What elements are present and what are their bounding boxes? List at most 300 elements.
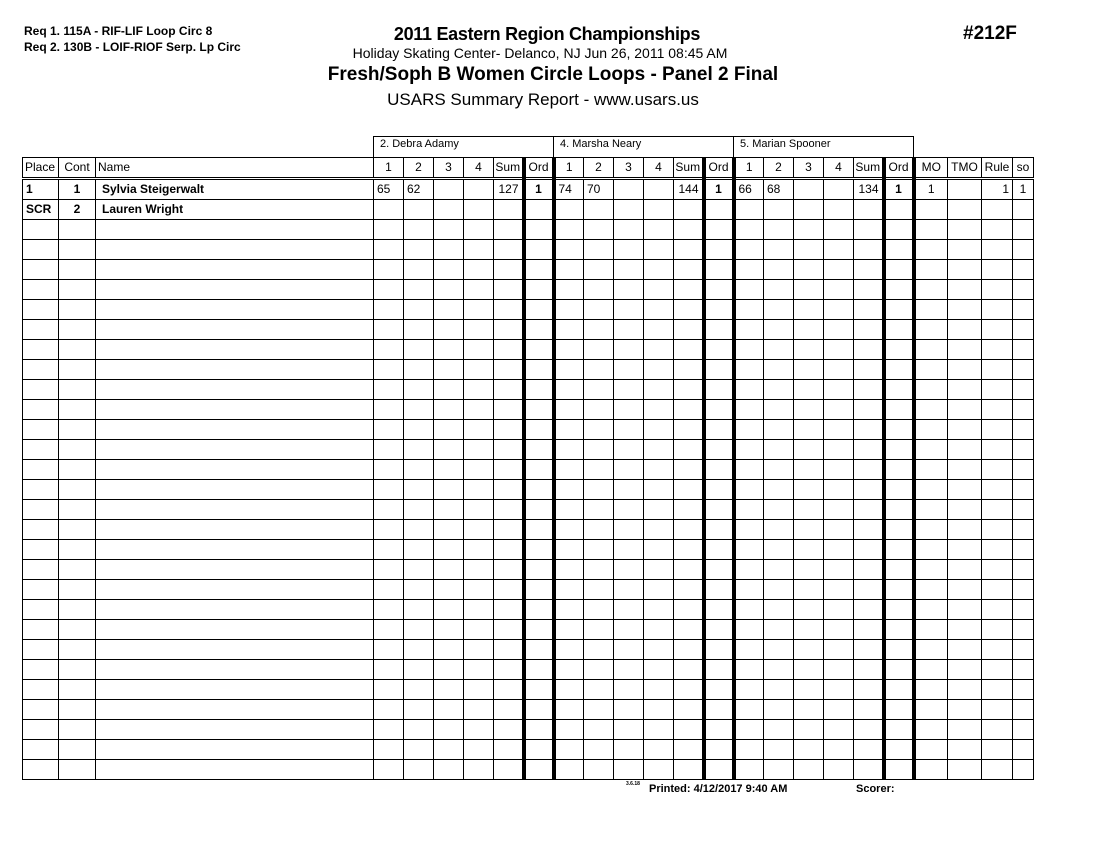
rule-cell [982,240,1013,260]
j2-score-cell-5 [674,500,704,520]
j2-score-cell-4 [644,320,674,340]
so-cell [1013,680,1034,700]
mo-cell [914,680,948,700]
j2-score-cell-4 [644,480,674,500]
place-cell [23,460,59,480]
j2-score-cell-3 [614,560,644,580]
j1-score-cell-2 [404,480,434,500]
j2-score-cell-4 [644,640,674,660]
j3-score-cell-5 [854,440,884,460]
cont-cell [59,260,96,280]
name-cell [96,720,374,740]
so-cell [1013,360,1034,380]
j2-score-cell-6: 1 [704,179,734,200]
j1-score-cell-5 [494,240,524,260]
j3-score-cell-3 [794,680,824,700]
name-cell [96,340,374,360]
j1-score-cell-4 [464,640,494,660]
col-j1-3: 3 [434,158,464,179]
j3-score-cell-2 [764,340,794,360]
j2-score-cell-4 [644,260,674,280]
j1-score-cell-2 [404,620,434,640]
cont-cell [59,620,96,640]
j2-score-cell-5 [674,220,704,240]
j2-score-cell-3 [614,400,644,420]
mo-cell [914,420,948,440]
j1-score-cell-1 [374,260,404,280]
j2-score-cell-3 [614,320,644,340]
name-cell [96,600,374,620]
j3-score-cell-4 [824,580,854,600]
so-cell [1013,640,1034,660]
col-j1-4: 4 [464,158,494,179]
j3-score-cell-6 [884,340,914,360]
j3-score-cell-2 [764,680,794,700]
j1-score-cell-4 [464,440,494,460]
j3-score-cell-1 [734,460,764,480]
j1-score-cell-5 [494,400,524,420]
j2-score-cell-6 [704,480,734,500]
j2-score-cell-4 [644,380,674,400]
j1-score-cell-3 [434,300,464,320]
j1-score-cell-4 [464,380,494,400]
j2-score-cell-4 [644,540,674,560]
j1-score-cell-4 [464,760,494,780]
j2-score-cell-5 [674,300,704,320]
j2-score-cell-5 [674,580,704,600]
j1-score-cell-1 [374,740,404,760]
j1-score-cell-1 [374,720,404,740]
j2-score-cell-2 [584,200,614,220]
j2-score-cell-1 [554,480,584,500]
tmo-cell [948,340,982,360]
j3-score-cell-1 [734,700,764,720]
j1-score-cell-6 [524,200,554,220]
j3-score-cell-1 [734,200,764,220]
j2-score-cell-5 [674,660,704,680]
col-j2-ord: Ord [704,158,734,179]
j1-score-cell-6 [524,260,554,280]
j2-score-cell-3 [614,360,644,380]
j2-score-cell-6 [704,240,734,260]
j2-score-cell-6 [704,720,734,740]
mo-cell [914,260,948,280]
j1-score-cell-6 [524,760,554,780]
j1-score-cell-2 [404,240,434,260]
j2-score-cell-4 [644,300,674,320]
j3-score-cell-6 [884,760,914,780]
j1-score-cell-2 [404,500,434,520]
j2-score-cell-1: 74 [554,179,584,200]
j3-score-cell-6 [884,620,914,640]
j2-score-cell-1 [554,760,584,780]
name-cell [96,380,374,400]
j2-score-cell-3 [614,300,644,320]
j1-score-cell-5 [494,420,524,440]
j3-score-cell-4 [824,380,854,400]
j1-score-cell-6 [524,740,554,760]
rule-cell [982,620,1013,640]
j1-score-cell-2: 62 [404,179,434,200]
j3-score-cell-2 [764,640,794,660]
j1-score-cell-1 [374,700,404,720]
j3-score-cell-4 [824,660,854,680]
j2-score-cell-4 [644,200,674,220]
place-cell [23,260,59,280]
mo-cell [914,740,948,760]
j1-score-cell-1 [374,600,404,620]
j2-score-cell-1 [554,500,584,520]
tmo-cell [948,320,982,340]
j2-score-cell-4 [644,420,674,440]
tmo-cell [948,580,982,600]
rule-cell [982,400,1013,420]
j2-score-cell-2 [584,620,614,640]
j2-score-cell-1 [554,660,584,680]
j1-score-cell-4 [464,300,494,320]
j2-score-cell-2 [584,600,614,620]
name-cell [96,660,374,680]
j3-score-cell-6 [884,460,914,480]
j2-score-cell-1 [554,420,584,440]
j1-score-cell-4 [464,240,494,260]
col-j2-2: 2 [584,158,614,179]
j2-score-cell-4 [644,460,674,480]
j3-score-cell-2 [764,480,794,500]
col-j1-2: 2 [404,158,434,179]
j1-score-cell-5 [494,660,524,680]
rule-cell [982,640,1013,660]
j2-score-cell-2 [584,280,614,300]
cont-cell: 1 [59,179,96,200]
j2-score-cell-2 [584,460,614,480]
j2-score-cell-4 [644,220,674,240]
rule-cell [982,480,1013,500]
j3-score-cell-3 [794,440,824,460]
rule-cell [982,720,1013,740]
j3-score-cell-4 [824,280,854,300]
j2-score-cell-5 [674,240,704,260]
j2-score-cell-6 [704,600,734,620]
mo-cell [914,660,948,680]
j1-score-cell-3 [434,179,464,200]
mo-cell [914,540,948,560]
j2-score-cell-5 [674,400,704,420]
cont-cell [59,520,96,540]
j1-score-cell-6 [524,540,554,560]
j2-score-cell-3 [614,340,644,360]
j1-score-cell-6 [524,300,554,320]
j2-score-cell-2 [584,640,614,660]
cont-cell [59,360,96,380]
so-cell [1013,660,1034,680]
j3-score-cell-2 [764,300,794,320]
j1-score-cell-2 [404,520,434,540]
mo-cell [914,620,948,640]
j3-score-cell-3 [794,580,824,600]
name-cell [96,640,374,660]
name-cell: Sylvia Steigerwalt [96,179,374,200]
table-row [23,340,1034,360]
name-cell [96,760,374,780]
j1-score-cell-3 [434,260,464,280]
place-cell [23,760,59,780]
j1-score-cell-6 [524,720,554,740]
j2-score-cell-6 [704,440,734,460]
so-cell [1013,620,1034,640]
j1-score-cell-1 [374,520,404,540]
j2-score-cell-5 [674,700,704,720]
j2-score-cell-2 [584,560,614,580]
table-row [23,460,1034,480]
j2-score-cell-1 [554,680,584,700]
j2-score-cell-1 [554,740,584,760]
j2-score-cell-2 [584,420,614,440]
j1-score-cell-2 [404,380,434,400]
j2-score-cell-6 [704,340,734,360]
j3-score-cell-2 [764,720,794,740]
j2-score-cell-4 [644,340,674,360]
j3-score-cell-3 [794,320,824,340]
j3-score-cell-5 [854,220,884,240]
j3-score-cell-4 [824,420,854,440]
j3-score-cell-3 [794,280,824,300]
j1-score-cell-6 [524,320,554,340]
j1-score-cell-1 [374,500,404,520]
j1-score-cell-4 [464,360,494,380]
j3-score-cell-6 [884,740,914,760]
j1-score-cell-6 [524,240,554,260]
rule-cell [982,760,1013,780]
j2-score-cell-4 [644,760,674,780]
j3-score-cell-1 [734,680,764,700]
j2-score-cell-4 [644,240,674,260]
mo-cell [914,440,948,460]
j3-score-cell-6 [884,600,914,620]
so-cell [1013,340,1034,360]
col-rule: Rule [982,158,1013,179]
so-cell: 1 [1013,179,1034,200]
j3-score-cell-5 [854,740,884,760]
mo-cell [914,700,948,720]
j3-score-cell-4 [824,440,854,460]
j1-score-cell-2 [404,580,434,600]
j3-score-cell-2 [764,500,794,520]
j2-score-cell-2 [584,660,614,680]
mo-cell [914,380,948,400]
j3-score-cell-3 [794,240,824,260]
j2-score-cell-3 [614,380,644,400]
event-title: Fresh/Soph B Women Circle Loops - Panel 2 Final [327,64,779,85]
j3-score-cell-2 [764,440,794,460]
j3-score-cell-2 [764,600,794,620]
mo-cell [914,320,948,340]
cont-cell [59,500,96,520]
name-cell [96,320,374,340]
name-cell [96,500,374,520]
mo-cell [914,560,948,580]
j3-score-cell-2 [764,200,794,220]
name-cell: Lauren Wright [96,200,374,220]
table-row [23,480,1034,500]
j3-score-cell-5 [854,260,884,280]
j2-score-cell-3 [614,240,644,260]
j2-score-cell-6 [704,560,734,580]
j3-score-cell-5 [854,400,884,420]
j3-score-cell-3 [794,460,824,480]
j1-score-cell-4 [464,720,494,740]
j3-score-cell-4 [824,300,854,320]
j3-score-cell-5 [854,580,884,600]
j2-score-cell-1 [554,260,584,280]
rule-cell [982,420,1013,440]
col-j1-sum: Sum [494,158,524,179]
j1-score-cell-1 [374,340,404,360]
col-j3-3: 3 [794,158,824,179]
j1-score-cell-5 [494,720,524,740]
j2-score-cell-5 [674,280,704,300]
j2-score-cell-2 [584,580,614,600]
col-j3-ord: Ord [884,158,914,179]
name-cell [96,560,374,580]
j3-score-cell-2 [764,260,794,280]
cont-cell [59,700,96,720]
j1-score-cell-3 [434,200,464,220]
j3-score-cell-5 [854,320,884,340]
j3-score-cell-2 [764,320,794,340]
j1-score-cell-6 [524,440,554,460]
j3-score-cell-1 [734,500,764,520]
j2-score-cell-4 [644,500,674,520]
cont-cell [59,480,96,500]
scorer-label: Scorer: [856,783,895,795]
j2-score-cell-4 [644,660,674,680]
j1-score-cell-4 [464,320,494,340]
j3-score-cell-2 [764,660,794,680]
j2-score-cell-2 [584,440,614,460]
j2-score-cell-6 [704,700,734,720]
cont-cell [59,680,96,700]
j1-score-cell-5 [494,200,524,220]
cont-cell [59,380,96,400]
j3-score-cell-3 [794,760,824,780]
j1-score-cell-6 [524,640,554,660]
j2-score-cell-4 [644,560,674,580]
j3-score-cell-4 [824,179,854,200]
j1-score-cell-6 [524,400,554,420]
cont-cell [59,460,96,480]
place-cell [23,440,59,460]
j1-score-cell-6 [524,280,554,300]
j1-score-cell-6 [524,420,554,440]
j3-score-cell-3 [794,179,824,200]
j1-score-cell-1 [374,300,404,320]
j3-score-cell-6 [884,240,914,260]
j3-score-cell-3 [794,740,824,760]
j2-score-cell-6 [704,640,734,660]
j2-score-cell-6 [704,420,734,440]
name-cell [96,360,374,380]
j1-score-cell-5 [494,740,524,760]
j1-score-cell-2 [404,740,434,760]
j1-score-cell-2 [404,420,434,440]
table-row [23,600,1034,620]
j1-score-cell-3 [434,420,464,440]
j2-score-cell-5 [674,200,704,220]
j2-score-cell-1 [554,360,584,380]
j1-score-cell-5 [494,580,524,600]
col-j2-sum: Sum [674,158,704,179]
name-cell [96,520,374,540]
j1-score-cell-2 [404,460,434,480]
j1-score-cell-1 [374,440,404,460]
j3-score-cell-3 [794,340,824,360]
j1-score-cell-2 [404,400,434,420]
j1-score-cell-6 [524,460,554,480]
mo-cell [914,340,948,360]
mo-cell [914,580,948,600]
j1-score-cell-6 [524,580,554,600]
j2-score-cell-2 [584,380,614,400]
j1-score-cell-2 [404,280,434,300]
j2-score-cell-5 [674,380,704,400]
j3-score-cell-5 [854,540,884,560]
cont-cell [59,240,96,260]
j3-score-cell-5 [854,620,884,640]
j1-score-cell-5 [494,560,524,580]
table-row [23,320,1034,340]
place-cell [23,680,59,700]
j3-score-cell-3 [794,260,824,280]
j3-score-cell-1 [734,320,764,340]
j3-score-cell-1 [734,560,764,580]
j1-score-cell-3 [434,580,464,600]
cont-cell [59,640,96,660]
j1-score-cell-3 [434,720,464,740]
j2-score-cell-4 [644,440,674,460]
j2-score-cell-1 [554,560,584,580]
cont-cell [59,540,96,560]
cont-cell [59,740,96,760]
place-cell [23,420,59,440]
j3-score-cell-1 [734,660,764,680]
place-cell [23,720,59,740]
j3-score-cell-6 [884,560,914,580]
so-cell [1013,560,1034,580]
j1-score-cell-5 [494,520,524,540]
j3-score-cell-2 [764,360,794,380]
j2-score-cell-1 [554,400,584,420]
j1-score-cell-5 [494,760,524,780]
j1-score-cell-4 [464,560,494,580]
name-cell [96,400,374,420]
j2-score-cell-1 [554,720,584,740]
j2-score-cell-6 [704,220,734,240]
tmo-cell [948,640,982,660]
j3-score-cell-2 [764,420,794,440]
j1-score-cell-6 [524,380,554,400]
name-cell [96,220,374,240]
j3-score-cell-4 [824,200,854,220]
name-cell [96,620,374,640]
j2-score-cell-5: 144 [674,179,704,200]
j2-score-cell-3 [614,520,644,540]
j2-score-cell-6 [704,620,734,640]
so-cell [1013,600,1034,620]
j3-score-cell-6 [884,420,914,440]
place-cell [23,240,59,260]
mo-cell [914,520,948,540]
